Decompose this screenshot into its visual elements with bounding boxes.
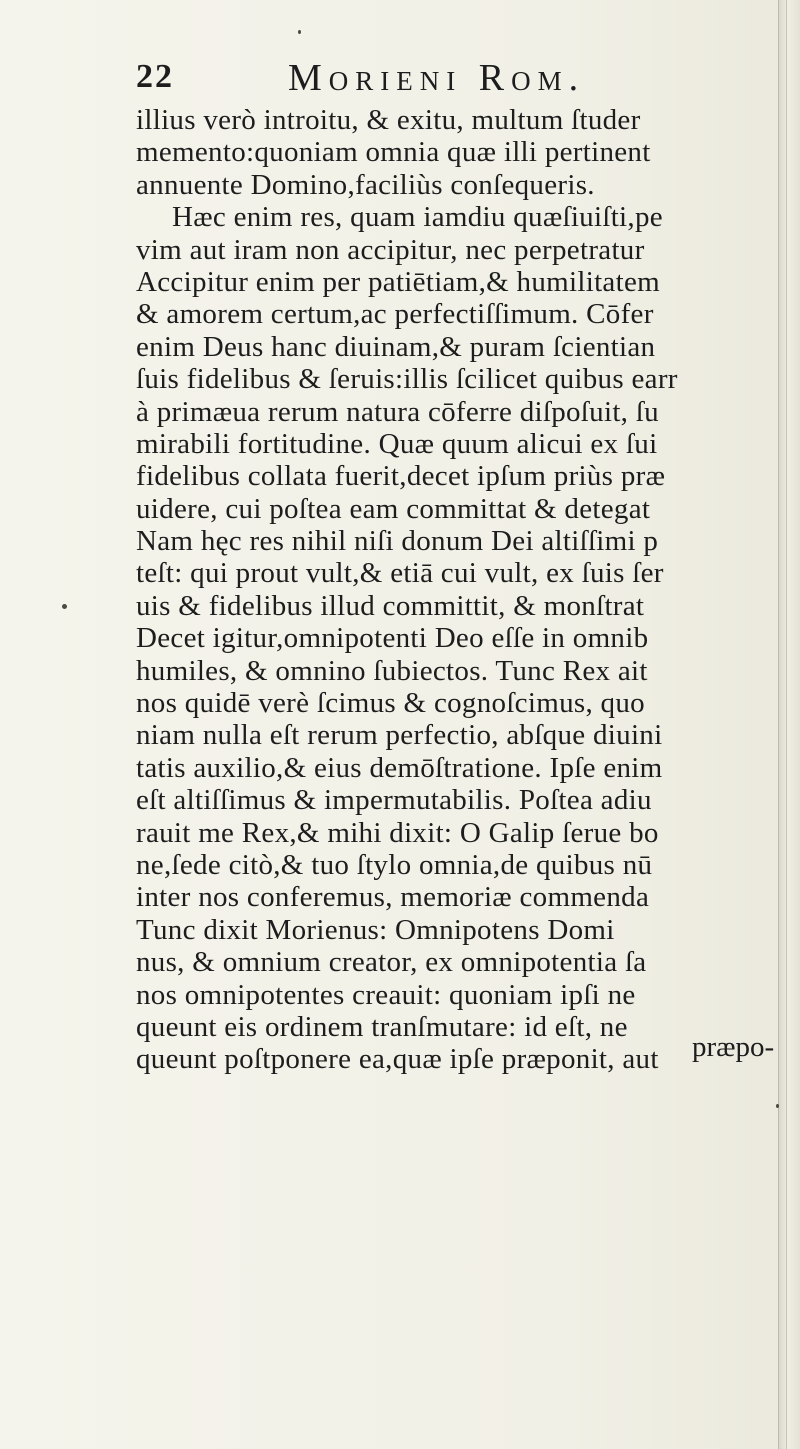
text-line: humiles, & omnino ſubiectos. Tunc Rex ait (136, 654, 648, 687)
text-line: nos quidē verè ſcimus & cognoſcimus, quo (136, 687, 645, 720)
catchword: præpo- (692, 1031, 775, 1063)
text-line: ſuis fidelibus & ſeruis:illis ſcilicet quibus earr (136, 363, 678, 396)
text-line: vim aut iram non accipitur, nec perpetratur (136, 233, 645, 266)
text-line: inter nos conferemus, memoriæ commenda (136, 881, 650, 914)
text-line: à primæua rerum natura cōferre diſpoſuit, ſu (136, 395, 659, 428)
text-line: illius verò introitu, & exitu, multum ſtuder (136, 104, 641, 136)
text-line: tatis auxilio,& eius demōſtratione. Ipſe enim (136, 751, 663, 784)
text-line: uidere, cui poſtea eam committat & detegat (136, 492, 651, 525)
gutter-fold-line (786, 0, 787, 1449)
text-line: annuente Domino,faciliùs conſequeris. (136, 168, 595, 201)
text-line: mirabili fortitudine. Quæ quum alicui ex ſui (136, 427, 658, 460)
body-text (136, 104, 778, 1076)
page-number: 22 (136, 58, 174, 95)
text-line: enim Deus hanc diuinam,& puram ſcientian (136, 330, 656, 363)
text-line: Accipitur enim per patiētiam,& humilitatem (136, 265, 660, 298)
text-line: uis & fidelibus illud committit, & monſtrat (136, 589, 645, 622)
text-line: Decet igitur,omnipotenti Deo eſſe in omnib (136, 622, 649, 655)
text-line: queunt eis ordinem tranſmutare: id eſt, ne (136, 1010, 628, 1043)
text-line: memento:quoniam omnia quæ illi pertinent (136, 136, 651, 169)
running-title: Morieni Rom. (288, 57, 586, 99)
text-line: niam nulla eſt rerum perfectio, abſque diuini (136, 719, 663, 752)
text-line: rauit me Rex,& mihi dixit: O Galip ſerue bo (136, 816, 659, 849)
text-line: Tunc dixit Morienus: Omnipotens Domi (136, 913, 615, 946)
ink-speck (298, 30, 301, 34)
text-line: fidelibus collata fuerit,decet ipſum priùs præ (136, 460, 666, 493)
text-line: nus, & omnium creator, ex omnipotentia ſa (136, 946, 647, 979)
page-gutter-edge (778, 0, 800, 1449)
text-line: nos omnipotentes creauit: quoniam ipſi ne (136, 978, 636, 1011)
text-line: ne,ſede citò,& tuo ſtylo omnia,de quibus nū (136, 848, 653, 881)
text-line: Nam hęc res nihil niſi donum Dei altiſſimi p (136, 525, 659, 558)
text-line: teſt: qui prout vult,& etiā cui vult, ex ſuis ſer (136, 557, 664, 590)
ink-speck (776, 1104, 779, 1108)
text-line: & amorem certum,ac perfectiſſimum. Cōfer (136, 298, 654, 331)
text-line: Hæc enim res, quam iamdiu quæſiuiſti,pe (172, 201, 663, 234)
text-line: queunt poſtponere ea,quæ ipſe præponit, aut (136, 1043, 659, 1076)
page-header (136, 56, 776, 100)
text-line: eſt altiſſimus & impermutabilis. Poſtea adiu (136, 784, 652, 817)
ink-speck (62, 604, 67, 609)
